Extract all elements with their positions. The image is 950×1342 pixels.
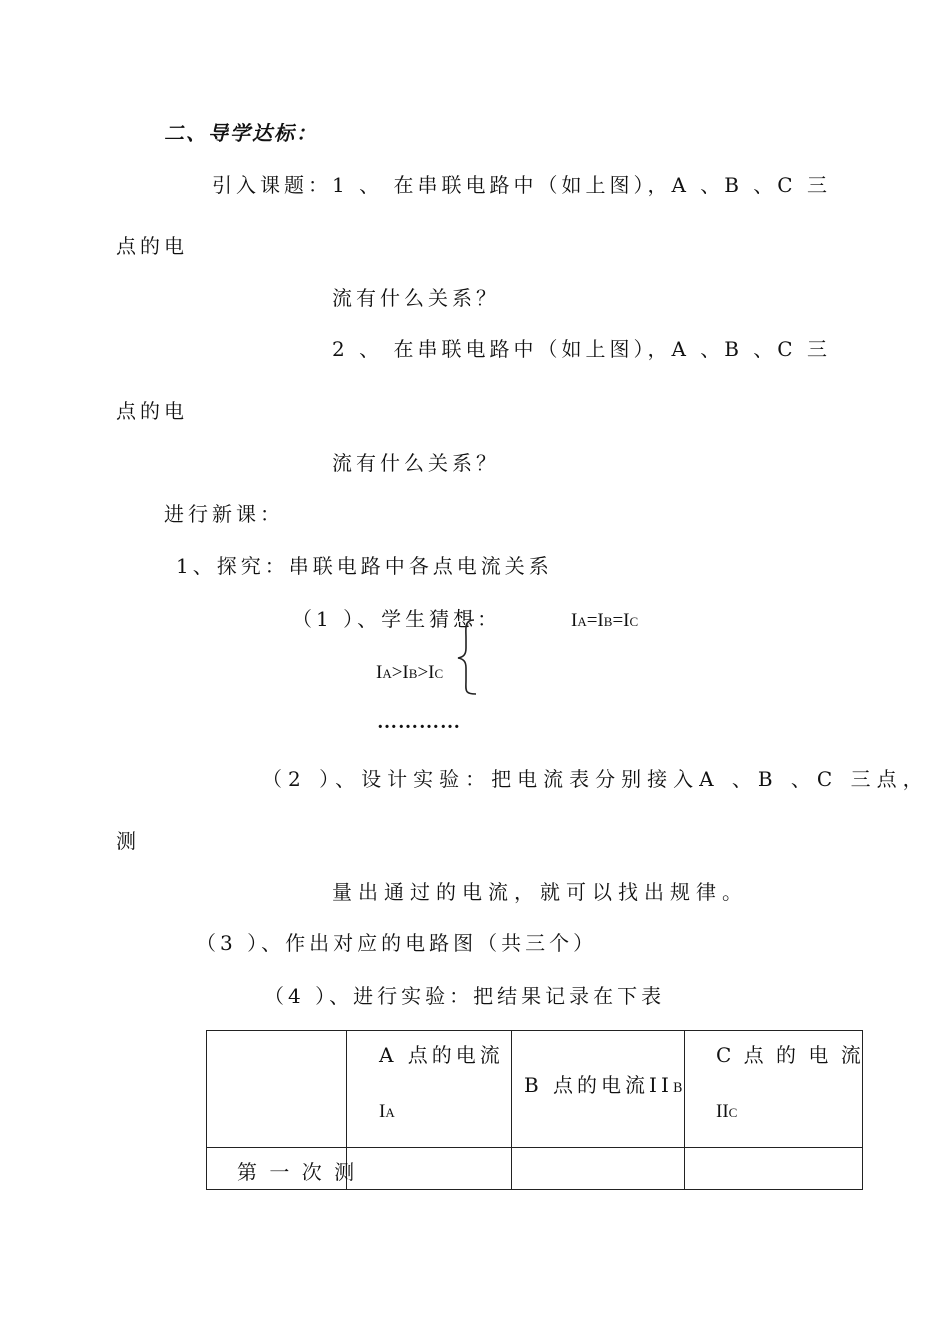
- guess-option-greater: IA>IB>IC: [376, 662, 444, 683]
- header-c-label: C 点 的 电 流: [716, 1043, 864, 1067]
- intro-question-2: 2 、 在串联电路中（如上图），A 、B 、C 三: [332, 337, 831, 361]
- guess-ellipsis: …………: [377, 711, 461, 733]
- table-header-a[interactable]: [347, 1031, 512, 1148]
- section-heading: 二、导学达标：: [164, 121, 318, 145]
- row-label-cell: [207, 1148, 358, 1190]
- guess-option-equal: IA=IB=IC: [571, 610, 639, 631]
- design-experiment-line: （2 ）、设计实验：把电流表分别接入A 、B 、C 三点，: [262, 767, 929, 791]
- header-c-symbol: IIC: [716, 1101, 738, 1122]
- intro-question-1-end: 流有什么关系？: [332, 286, 500, 310]
- circuit-diagram-step: （3 ）、作出对应的电路图（共三个）: [196, 931, 598, 955]
- header-a-symbol: IA: [379, 1101, 395, 1122]
- design-experiment-wrap: 测: [116, 829, 136, 853]
- table-header-row: [207, 1031, 863, 1148]
- header-a-label: A 点的电流: [379, 1043, 504, 1067]
- curly-brace-icon: [452, 618, 482, 698]
- explore-heading: 1、探究：串联电路中各点电流关系: [176, 554, 553, 578]
- table-header-b[interactable]: [512, 1031, 685, 1148]
- header-b-label: B 点的电流IIB: [524, 1073, 687, 1097]
- new-lesson-label: 进行新课：: [164, 502, 284, 526]
- row-cell-b[interactable]: [512, 1148, 685, 1190]
- table-corner-cell[interactable]: [207, 1031, 347, 1148]
- design-experiment-end: 量出通过的电流，就可以找出规律。: [332, 880, 748, 904]
- experiment-step: （4 ）、进行实验：把结果记录在下表: [264, 984, 666, 1008]
- table-row: [207, 1148, 863, 1190]
- row-label: 第 一 次 测: [237, 1160, 358, 1184]
- results-table: [206, 1030, 863, 1190]
- guess-label: （1 ）、学生猜想：: [292, 607, 502, 631]
- row-cell-a[interactable]: [347, 1148, 512, 1190]
- intro-question-1: 引入课题：1 、 在串联电路中（如上图），A 、B 、C 三: [212, 173, 831, 197]
- table-header-c[interactable]: [685, 1031, 863, 1148]
- intro-question-1-wrap: 点的电: [116, 234, 188, 258]
- intro-question-2-wrap: 点的电: [116, 399, 188, 423]
- intro-question-2-end: 流有什么关系？: [332, 451, 500, 475]
- row-cell-c[interactable]: [685, 1148, 863, 1190]
